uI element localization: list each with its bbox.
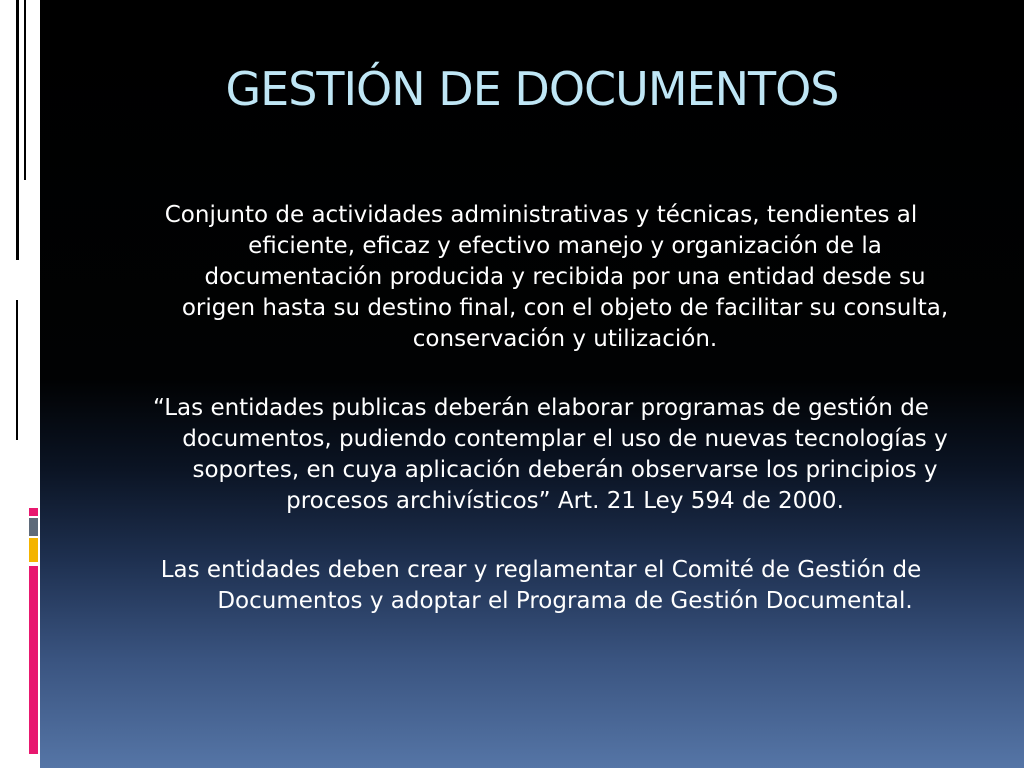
paragraph-definition: Conjunto de actividades administrativas y técnicas, tendientes al eficiente, eficaz y efectivo manejo y organización de la documentación producida y recibida por una entidad desde su origen hasta su destino final, con el objeto de facilitar su consulta, conservación y utilización. — [164, 202, 949, 352]
decorative-line — [24, 0, 26, 180]
slide-title: GESTIÓN DE DOCUMENTOS — [225, 62, 839, 116]
decorative-line — [16, 300, 18, 440]
left-decorative-bar — [0, 0, 40, 768]
decorative-line — [16, 0, 19, 260]
accent-block-gray — [29, 518, 38, 536]
accent-block-pink — [29, 508, 38, 516]
accent-block-pink-long — [29, 566, 38, 754]
paragraph-committee: Las entidades deben crear y reglamentar el Comité de Gestión de Documentos y adoptar el Programa de Gestión Documental. — [160, 557, 922, 614]
slide-body — [120, 200, 962, 655]
paragraph-quote: “Las entidades publicas deberán elaborar programas de gestión de documentos, pudiendo contemplar el uso de nuevas tecnologías y soportes, en cuya aplicación deberán observarse los principios y procesos archivísticos” Art. 21 Ley 594 de 2000. — [153, 395, 948, 514]
accent-block-yellow — [29, 538, 38, 562]
